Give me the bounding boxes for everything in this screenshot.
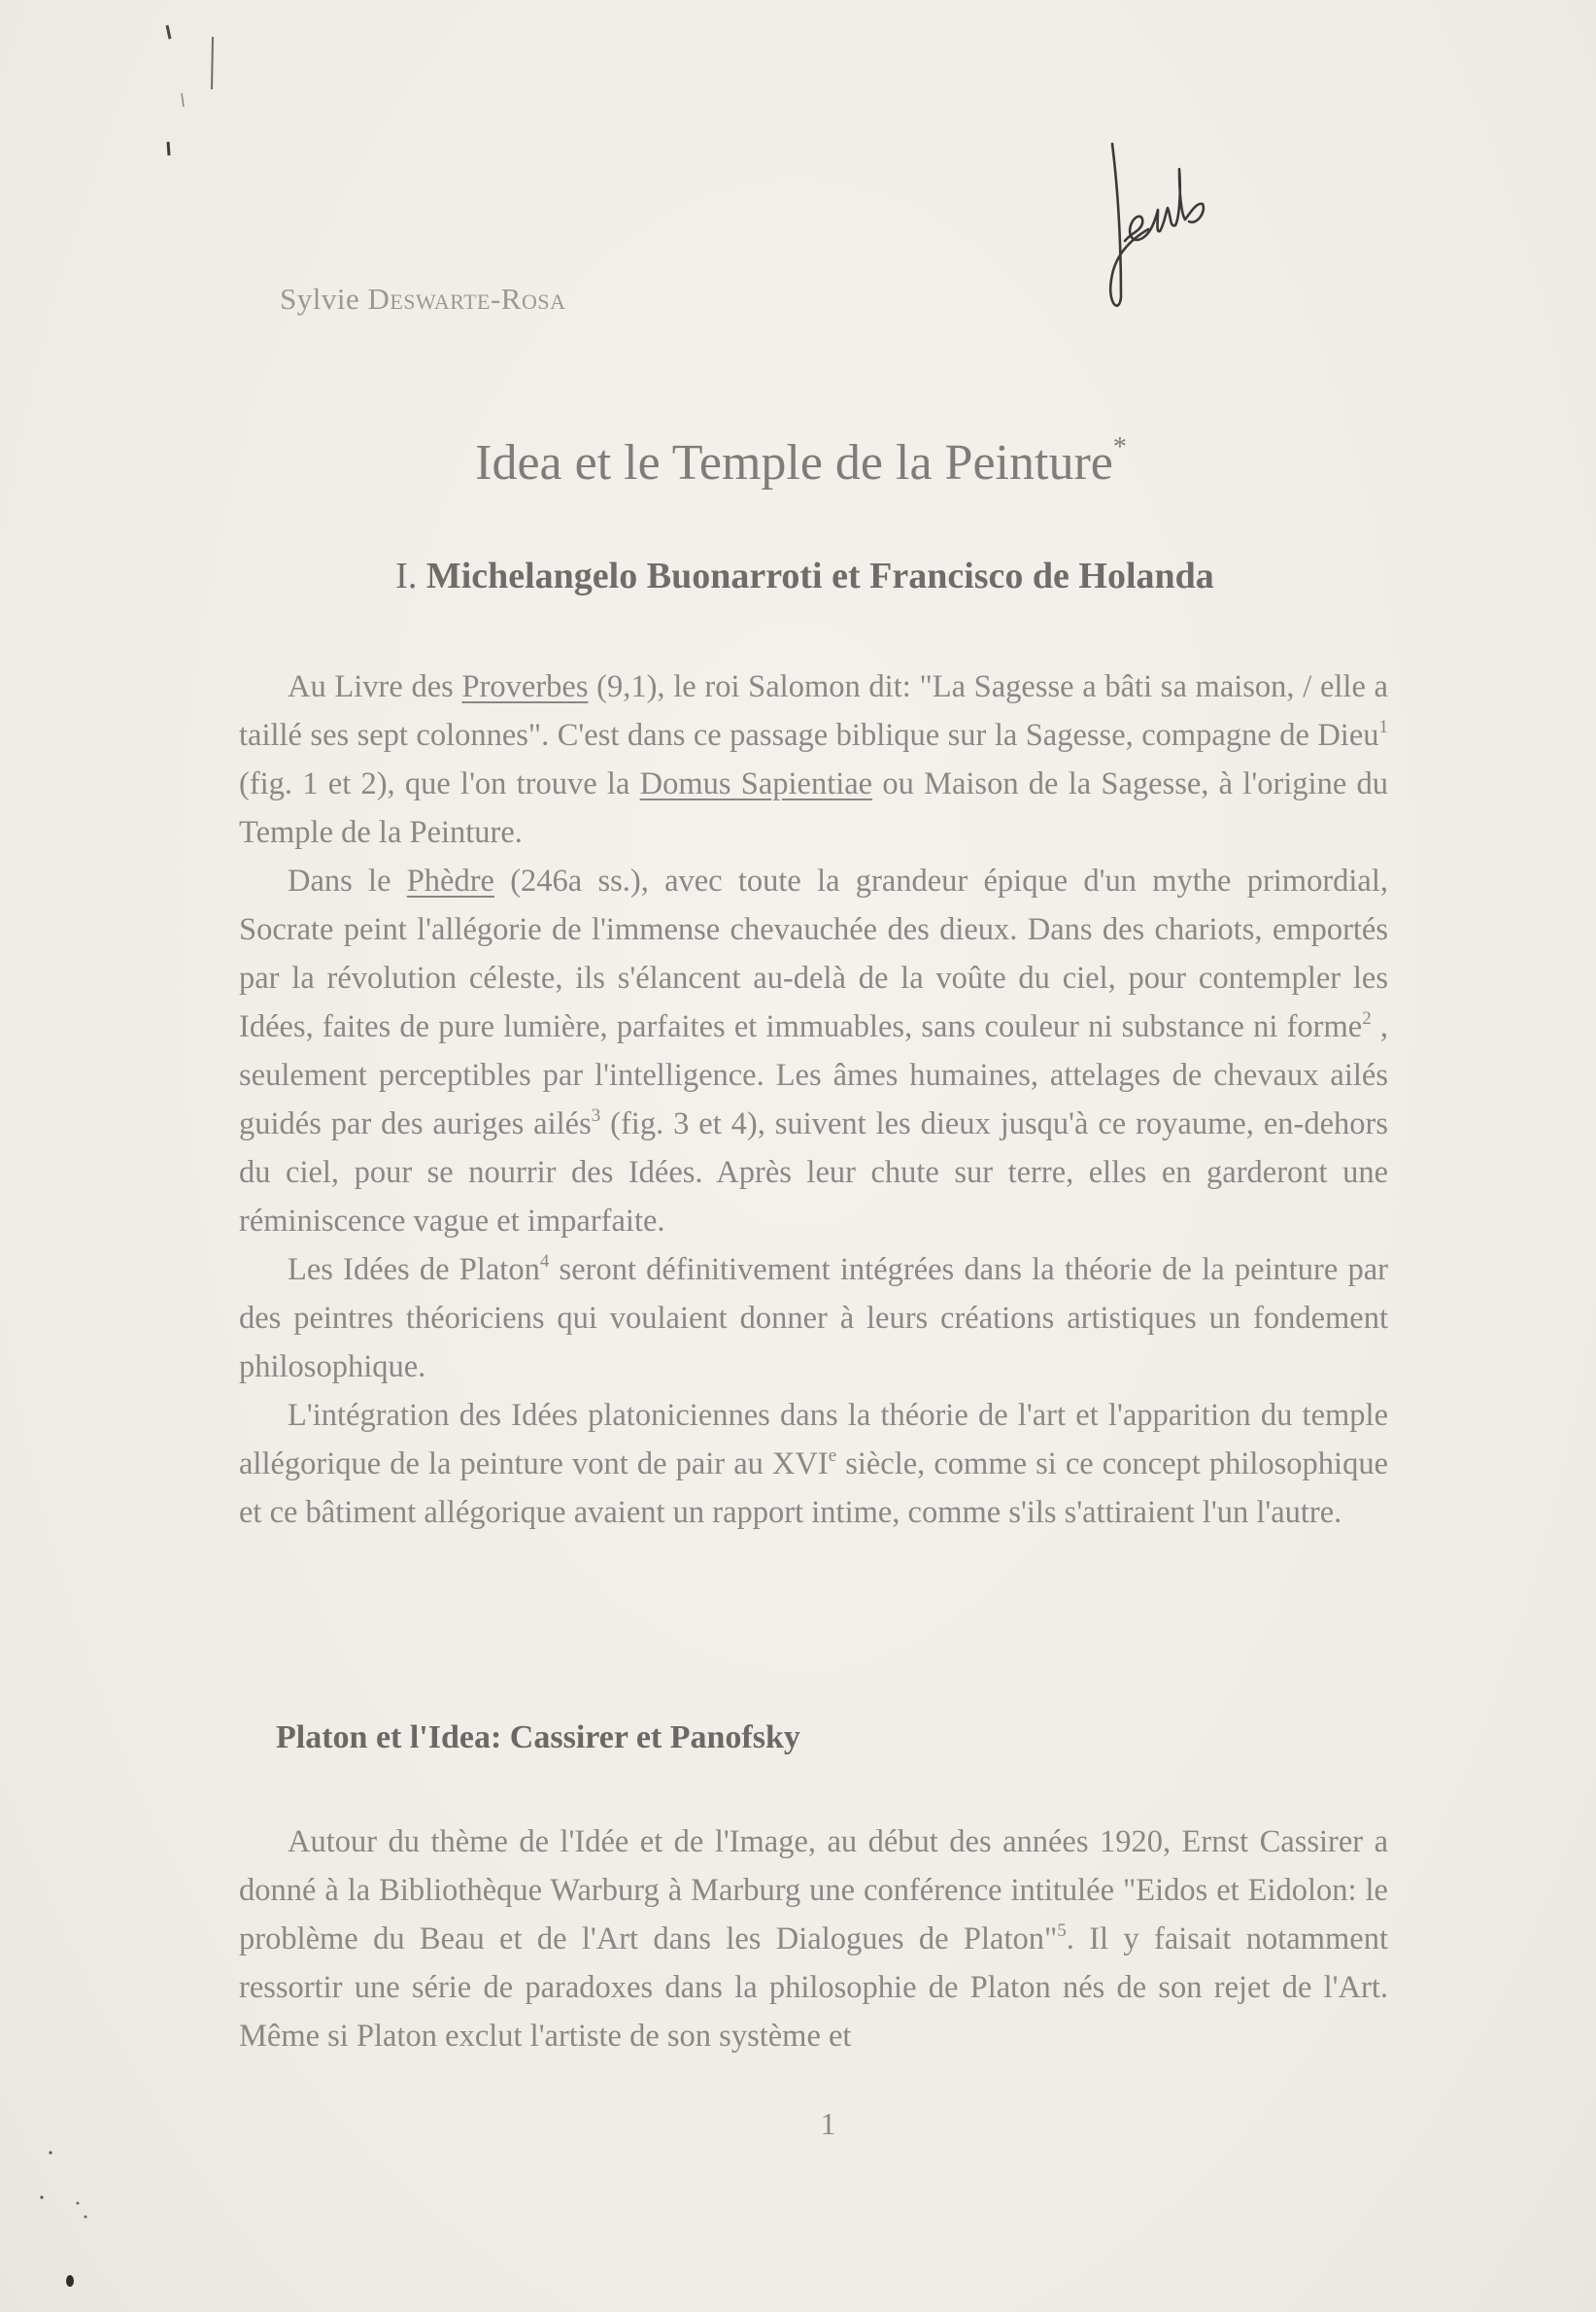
paragraph-text: ou Maison de la Sagesse, à l'origine du Temple de la Peinture. — [239, 766, 1388, 850]
page-number: 1 — [820, 2106, 836, 2141]
author-first-name: Sylvie — [280, 282, 360, 316]
century-superscript: e — [828, 1445, 837, 1466]
margin-speck-3 — [77, 2202, 80, 2205]
paragraph-text: L'intégration des Idées platoniciennes dans la théorie de l'art et l'apparition du temple allégorique de la peinture vont de pair au XVI — [239, 1398, 1388, 1481]
paragraph-text: . Il y faisait notamment ressortir une série de paradoxes dans la philosophie de Platon nés de son rejet de l'Art. Même si Platon exclut l'artiste de son système et — [239, 1921, 1388, 2054]
paragraph-phedre — [239, 857, 1388, 1245]
paragraph-text: (9,1), le roi Salomon dit: "La Sagesse a bâti sa maison, / elle a taillé ses sept colonnes". C'est dans ce passage biblique sur la Sagesse, compagne de Dieu — [239, 669, 1388, 753]
paragraph-text: Les Idées de Platon — [288, 1252, 540, 1287]
paragraph-integration — [239, 1391, 1388, 1537]
paragraph-text: (fig. 1 et 2), que l'on trouve la — [239, 766, 640, 801]
title-reference-proverbes: Proverbes — [461, 669, 589, 704]
paragraph-cassirer — [239, 1818, 1388, 2060]
paragraph-text: (fig. 3 et 4), suivent les dieux jusqu'à ce royaume, en-dehors du ciel, pour se nourrir des Idées. Après leur chute sur terre, elles en garderont une réminiscence vague et imparfaite. — [239, 1106, 1388, 1239]
paragraph-text: , seulement perceptibles par l'intelligence. Les âmes humaines, attelages de chevaux ailés guidés par des auriges ailés — [239, 1009, 1389, 1141]
paragraph-text: siècle, comme si ce concept philosophique et ce bâtiment allégorique avaient un rapport intime, comme s'ils s'attiraient l'un l'autre. — [239, 1446, 1389, 1530]
margin-tick-small — [182, 93, 184, 107]
page-title — [0, 432, 1596, 492]
paragraph-idees-platon — [239, 1245, 1388, 1391]
footnote-ref: 1 — [1378, 717, 1388, 737]
body-text-intro — [239, 663, 1388, 1537]
handwritten-annotation — [1078, 124, 1234, 319]
author-name — [280, 282, 566, 317]
margin-speck-5 — [66, 2275, 74, 2287]
margin-dash — [168, 142, 169, 155]
body-text-section — [239, 1818, 1388, 2060]
margin-speck-2 — [40, 2195, 43, 2198]
paragraph-text: Autour du thème de l'Idée et de l'Image, au début des années 1920, Ernst Cassirer a donné à la Bibliothèque Warburg à Marburg une conférence intitulée "Eidos et Eidolon: le problème du Beau et de l'Art dans les Dialogues de Platon" — [239, 1824, 1388, 1956]
margin-tick-top — [167, 25, 170, 39]
section-heading: Platon et l'Idea: Cassirer et Panofsky — [276, 1719, 800, 1755]
paragraph-text: Dans le — [288, 864, 407, 899]
margin-speck-1 — [49, 2151, 51, 2154]
paragraph-text: (246a ss.), avec toute la grandeur épique d'un mythe primordial, Socrate peint l'allégorie de l'immense chevauchée des dieux. Dans des chariots, emportés par la révolution céleste, ils s'élancent au-delà de la voûte du ciel, pour contempler les Idées, faites de pure lumière, parfaites et immuables, sans couleur ni substance ni forme — [239, 864, 1389, 1044]
footnote-ref: 3 — [591, 1105, 601, 1126]
margin-speck-4 — [85, 2216, 87, 2219]
title-reference-domus: Domus Sapientiae — [639, 766, 873, 801]
margin-marks — [0, 0, 253, 2312]
footnote-ref: 5 — [1057, 1921, 1067, 1941]
margin-tick-pencil — [212, 37, 213, 89]
paragraph-text: seront définitivement intégrées dans la théorie de la peinture par des peintres théoriciens qui voulaient donner à leurs créations artistiques un fondement philosophique. — [239, 1252, 1388, 1384]
author-last-name: Deswarte-Rosa — [367, 282, 566, 316]
paragraph-text: Au Livre des — [288, 669, 462, 704]
title-reference-phedre: Phèdre — [406, 864, 494, 899]
part-heading-text: Michelangelo Buonarroti et Francisco de Holanda — [425, 556, 1214, 596]
part-number: I. — [395, 556, 418, 596]
footnote-ref: 2 — [1362, 1008, 1372, 1029]
part-heading — [0, 555, 1596, 597]
footnote-ref: 4 — [539, 1251, 550, 1272]
title-footnote-mark: * — [1112, 432, 1127, 462]
title-text: Idea et le Temple de la Peinture — [475, 435, 1113, 491]
paragraph-proverbes — [239, 663, 1388, 857]
